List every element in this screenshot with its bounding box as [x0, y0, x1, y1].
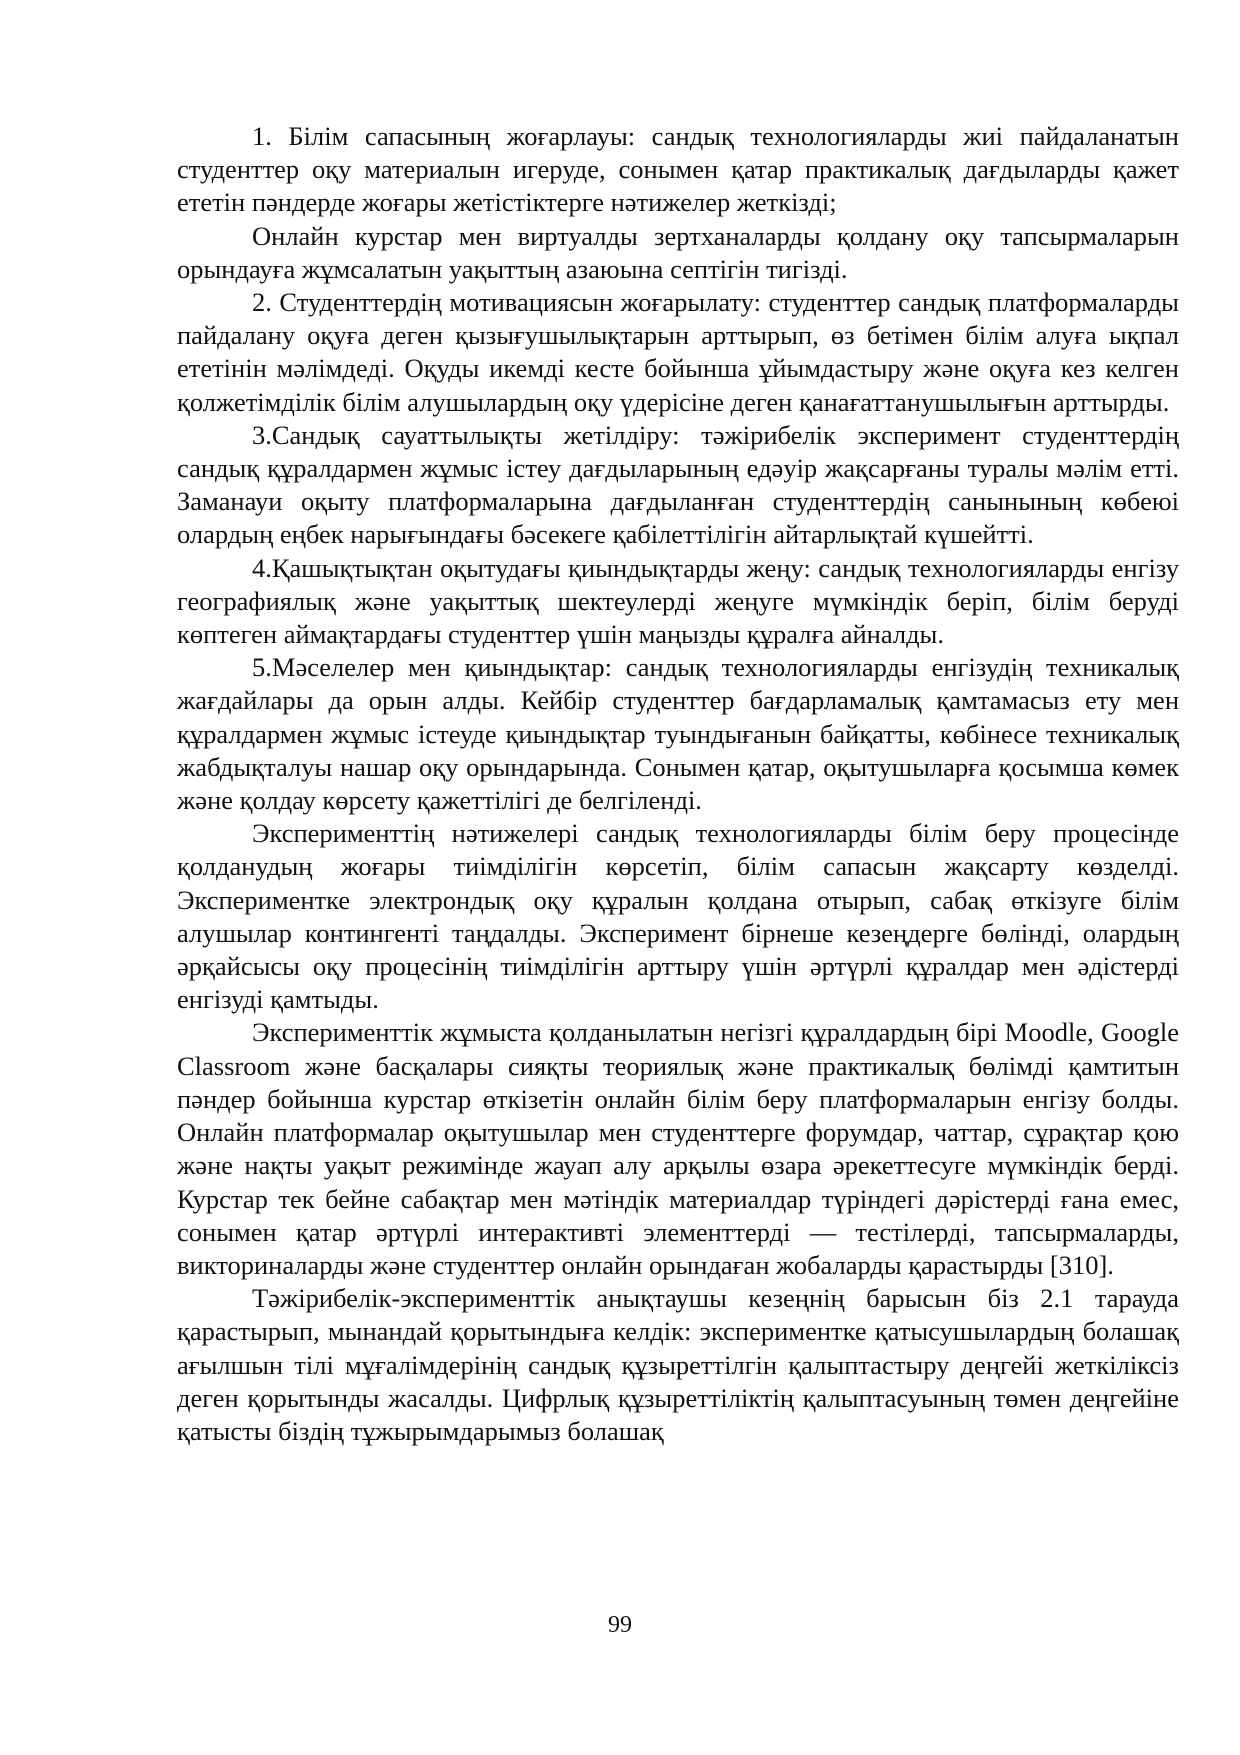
paragraph-item-3-digital-literacy: 3.Сандық сауаттылықты жетілдіру: тәжірибелік эксперимент студенттердің сандық құралдармен жұмыс істеу дағдыларының едәуір жақсарғаны туралы мәлім етті. Заманауи оқыту платформаларына дағдыланған студенттердің санынының көбеюі олардың еңбек нарығындағы бәсекеге қабілеттілігін айтарлықтай күшейтті. — [177, 419, 1179, 550]
paragraph-experimental-tools: Эксперименттік жұмыста қолданылатын негізгі құралдардың бірі Moodle, Google Classroom және басқалары сияқты теориялық және практикалық бөлімді қамтитын пәндер бойынша курстар өткізетін онлайн білім беру платформаларын енгізу болды. Онлайн платформалар оқытушылар мен студенттерге форумдар, чаттар, сұрақтар қою және нақты уақыт режимінде жауап алу арқылы өзара әрекеттесуге мүмкіндік берді. Курстар тек бейне сабақтар мен мәтіндік материалдар түріндегі дәрістерді ғана емес, сонымен қатар әртүрлі интерактивті элементтерді — тестілерді, тапсырмаларды, викториналарды және студенттер онлайн орындаған жобаларды қарастырды [310]. — [177, 1017, 1179, 1280]
paragraph-online-courses: Онлайн курстар мен виртуалды зертханаларды қолдану оқу тапсырмаларын орындауға жұмсалатын уақыттың азаюына септігін тигізді. — [177, 220, 1179, 284]
paragraph-item-5-problems: 5.Мәселелер мен қиындықтар: сандық технологияларды енгізудің техникалық жағдайлары да орын алды. Кейбір студенттер бағдарламалық қамтамасыз ету мен құралдармен жұмыс істеуде қиындықтар туындығанын байқатты, көбінесе техникалық жабдықталуы нашар оқу орындарында. Сонымен қатар, оқытушыларға қосымша көмек және қолдау көрсету қажеттілігі де белгіленді. — [177, 652, 1179, 816]
paragraph-ascertaining-stage: Тәжірибелік-эксперименттік анықтаушы кезеңнің барысын біз 2.1 тарауда қарастырып, мынандай қорытындыға келдік: экспериментке қатысушылардың болашақ ағылшын тілі мұғалімдерінің сандық құзыреттілгін қалыптастыру деңгейі жеткіліксіз деген қорытынды жасалды. Цифрлық құзыреттіліктің қалыптасуының төмен деңгейіне қатысты біздің тұжырымдарымыз болашақ — [177, 1283, 1179, 1446]
paragraph-item-1-quality: 1. Білім сапасының жоғарлауы: сандық технологияларды жиі пайдаланатын студенттер оқу материалын игеруде, сонымен қатар практикалық дағдыларды қажет ететін пәндерде жоғары жетістіктерге нәтижелер жеткізді; — [177, 121, 1179, 218]
paragraph-item-4-distance-learning: 4.Қашықтықтан оқытудағы қиындықтарды жеңу: сандық технологияларды енгізу географиялық және уақыттық шектеулерді жеңуге мүмкіндік беріп, білім беруді көптеген аймақтардағы студенттер үшін маңызды құралға айналды. — [177, 552, 1179, 650]
document-body — [177, 120, 1179, 1448]
paragraph-experiment-results: Эксперименттің нәтижелері сандық технологияларды білім беру процесінде қолданудың жоғары тиімділігін көрсетіп, білім сапасын жақсарту көзделді. Экспериментке электрондық оқу құралын қолдана отырып, сабақ өткізуге білім алушылар контингенті таңдалды. Эксперимент бірнеше кезеңдерге бөлінді, олардың әрқайсысы оқу процесінің тиімділігін арттыру үшін әртүрлі құралдар мен әдістерді енгізуді қамтыды. — [177, 818, 1179, 1015]
paragraph-item-2-motivation: 2. Студенттердің мотивациясын жоғарылату: студенттер сандық платформаларды пайдалану оқуға деген қызығушылықтарын арттырып, өз бетімен білім алуға ықпал ететінін мәлімдеді. Оқуды икемді кесте бойынша ұйымдастыру және оқуға кез келген қолжетімділік білім алушылардың оқу үдерісіне деген қанағаттанушылығын арттырды. — [177, 287, 1179, 417]
page-number: 99 — [608, 1612, 632, 1638]
